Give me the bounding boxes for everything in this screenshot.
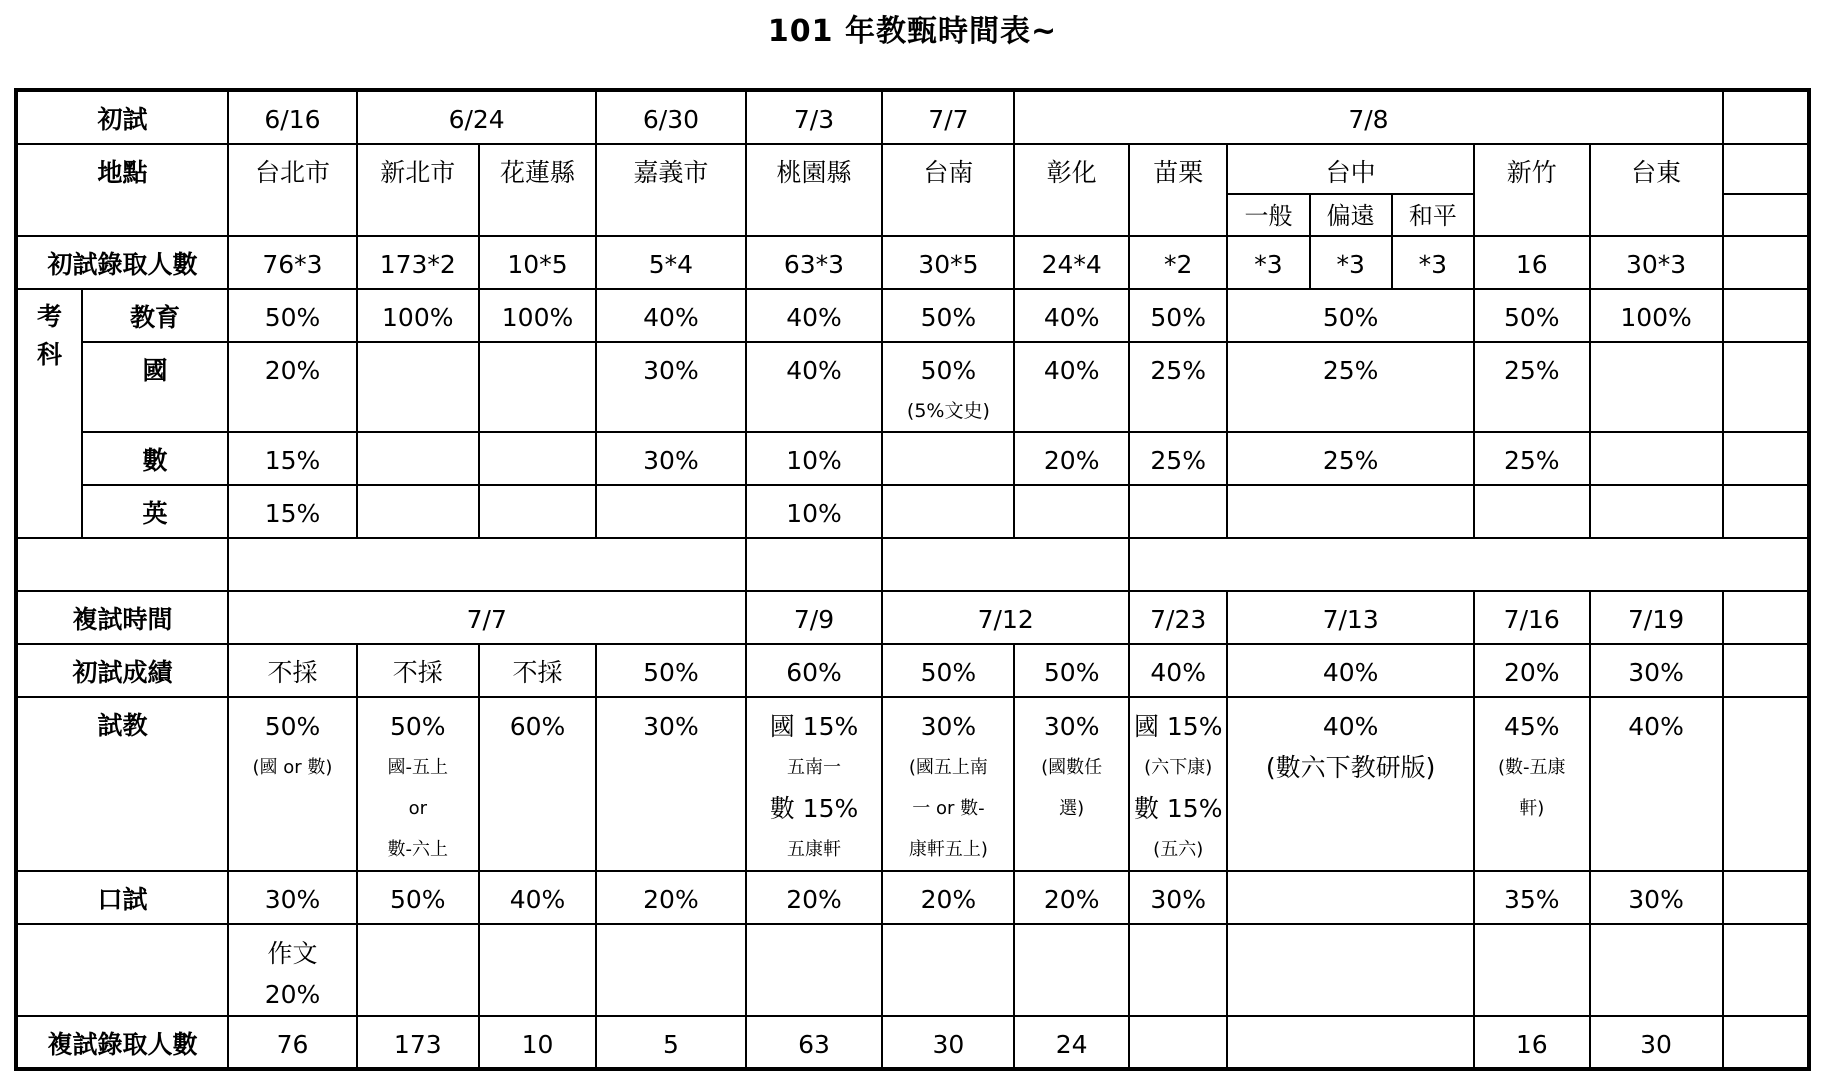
initial-date: 6/30: [596, 90, 745, 144]
row-essay: [16, 924, 1809, 1016]
subject-cell: [357, 342, 479, 432]
tainan-note: (5%文史): [906, 400, 990, 422]
admit-cell: 63*3: [746, 236, 883, 289]
blank-cell: [1723, 194, 1809, 236]
score-cell: 40%: [1227, 644, 1474, 697]
taichung-sub-heping: 和平: [1392, 194, 1474, 236]
subject-label-english: 英: [82, 485, 228, 538]
location-cell: 台中: [1227, 144, 1474, 194]
admit-cell: 24*4: [1014, 236, 1129, 289]
subject-cell: 25%: [1227, 432, 1474, 485]
subject-cell: [479, 485, 597, 538]
score-cell: 不採: [357, 644, 479, 697]
subjects-group-label: 考 科: [16, 289, 82, 538]
essay-cell-taipei: 作文 20%: [228, 924, 357, 1016]
retest-admit-cell: 16: [1474, 1016, 1590, 1069]
subject-label-math: 數: [82, 432, 228, 485]
location-cell: 台北市: [228, 144, 357, 236]
admit-label: 初試錄取人數: [16, 236, 228, 289]
oral-cell: 30%: [1129, 871, 1227, 924]
admit-cell: 10*5: [479, 236, 597, 289]
subject-cell: 25%: [1129, 342, 1227, 432]
admit-cell: *2: [1129, 236, 1227, 289]
initial-date: 6/24: [357, 90, 596, 144]
admit-cell: *3: [1227, 236, 1309, 289]
retest-admit-cell: [1227, 1016, 1474, 1069]
blank-cell: [1129, 538, 1809, 591]
row-subject-education: [16, 289, 1809, 342]
oral-cell: 20%: [1014, 871, 1129, 924]
blank-cell: [1014, 924, 1129, 1016]
admit-cell: 76*3: [228, 236, 357, 289]
score-cell: 50%: [596, 644, 745, 697]
blank-cell: [1723, 144, 1809, 194]
retest-date: 7/16: [1474, 591, 1590, 644]
oral-cell: 20%: [746, 871, 883, 924]
blank-cell: [1723, 697, 1809, 871]
teaching-cell-hualien: 60%: [479, 697, 597, 871]
teaching-cell-hsinchu: 45% (數-五康 軒): [1474, 697, 1590, 871]
blank-cell: [1723, 591, 1809, 644]
teaching-label: 試教: [16, 697, 228, 871]
admit-cell: 16: [1474, 236, 1590, 289]
row-subject-chinese: [16, 342, 1809, 432]
score-cell: 不採: [228, 644, 357, 697]
subject-cell: [1014, 485, 1129, 538]
subject-cell: [882, 432, 1014, 485]
retest-admit-cell: 63: [746, 1016, 883, 1069]
blank-cell: [1723, 236, 1809, 289]
oral-cell: 50%: [357, 871, 479, 924]
score-cell: 不採: [479, 644, 597, 697]
row-oral: [16, 871, 1809, 924]
subject-cell: 15%: [228, 485, 357, 538]
subject-cell: 40%: [1014, 342, 1129, 432]
retest-admit-cell: 30: [1590, 1016, 1723, 1069]
subject-cell: [1590, 432, 1723, 485]
retest-admit-cell: 5: [596, 1016, 745, 1069]
subject-cell: 25%: [1227, 342, 1474, 432]
initial-date: 6/16: [228, 90, 357, 144]
teaching-cell-taitung: 40%: [1590, 697, 1723, 871]
oral-cell: 35%: [1474, 871, 1590, 924]
subject-cell: [1129, 485, 1227, 538]
blank-cell: [1723, 1016, 1809, 1069]
subject-cell: 100%: [1590, 289, 1723, 342]
score-cell: 60%: [746, 644, 883, 697]
blank-cell: [357, 924, 479, 1016]
location-cell: 桃園縣: [746, 144, 883, 236]
retest-date: 7/23: [1129, 591, 1227, 644]
admit-cell: *3: [1310, 236, 1392, 289]
subject-cell: [479, 342, 597, 432]
subject-cell: 50%: [1227, 289, 1474, 342]
row-teaching: [16, 697, 1809, 871]
taichung-sub-general: 一般: [1227, 194, 1309, 236]
row-spacer: [16, 538, 1809, 591]
teaching-cell-tainan: 30% (國五上南 一 or 數- 康軒五上): [882, 697, 1014, 871]
subject-cell: 10%: [746, 432, 883, 485]
retest-admit-cell: 76: [228, 1016, 357, 1069]
retest-date: 7/13: [1227, 591, 1474, 644]
blank-cell: [746, 924, 883, 1016]
location-label: 地點: [16, 144, 228, 236]
subject-cell: [882, 485, 1014, 538]
subject-cell: [479, 432, 597, 485]
subject-cell: 40%: [746, 342, 883, 432]
retest-admit-cell: [1129, 1016, 1227, 1069]
subject-cell: 40%: [596, 289, 745, 342]
subject-cell: 20%: [228, 342, 357, 432]
row-location: [16, 144, 1809, 194]
oral-cell: 30%: [1590, 871, 1723, 924]
row-initial-dates: [16, 90, 1809, 144]
exam-schedule-table: [14, 88, 1811, 1071]
subject-cell: 10%: [746, 485, 883, 538]
retest-time-label: 複試時間: [16, 591, 228, 644]
blank-cell: [479, 924, 597, 1016]
blank-cell: [1723, 644, 1809, 697]
score-cell: 40%: [1129, 644, 1227, 697]
blank-cell: [1590, 924, 1723, 1016]
blank-cell: [596, 924, 745, 1016]
blank-cell: [1723, 871, 1809, 924]
location-cell: 花蓮縣: [479, 144, 597, 236]
subject-cell: [1590, 342, 1723, 432]
subject-cell: 30%: [596, 342, 745, 432]
oral-cell: 40%: [479, 871, 597, 924]
retest-date: 7/9: [746, 591, 883, 644]
teaching-cell-changhua: 30% (國數任 選): [1014, 697, 1129, 871]
retest-admit-cell: 10: [479, 1016, 597, 1069]
admit-cell: 30*5: [882, 236, 1014, 289]
subject-cell: 50%: [228, 289, 357, 342]
subject-cell-tainan: 50% (5%文史): [882, 342, 1014, 432]
teaching-cell-taichung: 40% (數六下教研版): [1227, 697, 1474, 871]
initial-test-label: 初試: [16, 90, 228, 144]
subject-cell: 25%: [1474, 342, 1590, 432]
retest-date: 7/19: [1590, 591, 1723, 644]
subject-cell: [357, 432, 479, 485]
subject-cell: 50%: [1474, 289, 1590, 342]
row-subject-math: [16, 432, 1809, 485]
row-retest-admit: [16, 1016, 1809, 1069]
teaching-cell-taoyuan: 國 15% 五南一 數 15% 五康軒: [746, 697, 883, 871]
initial-score-label: 初試成績: [16, 644, 228, 697]
admit-cell: 30*3: [1590, 236, 1723, 289]
oral-cell: 30%: [228, 871, 357, 924]
subject-cell: 40%: [746, 289, 883, 342]
subject-cell: 40%: [1014, 289, 1129, 342]
subject-cell: [357, 485, 479, 538]
retest-admit-cell: 30: [882, 1016, 1014, 1069]
location-cell: 苗栗: [1129, 144, 1227, 236]
admit-cell: 173*2: [357, 236, 479, 289]
subject-cell: 15%: [228, 432, 357, 485]
retest-admit-cell: 24: [1014, 1016, 1129, 1069]
blank-cell: [1723, 432, 1809, 485]
subject-cell: [596, 485, 745, 538]
subject-cell: 50%: [1129, 289, 1227, 342]
blank-cell: [746, 538, 883, 591]
retest-admit-cell: 173: [357, 1016, 479, 1069]
location-cell: 台東: [1590, 144, 1723, 236]
subject-cell: 100%: [479, 289, 597, 342]
subject-cell: 25%: [1474, 432, 1590, 485]
retest-date: 7/12: [882, 591, 1129, 644]
teaching-cell-taipei: 50% (國 or 數): [228, 697, 357, 871]
initial-date: 7/3: [746, 90, 883, 144]
row-admit: [16, 236, 1809, 289]
retest-admit-label: 複試錄取人數: [16, 1016, 228, 1069]
subject-cell: [1474, 485, 1590, 538]
blank-cell: [1723, 289, 1809, 342]
subject-cell: 20%: [1014, 432, 1129, 485]
oral-cell: 20%: [882, 871, 1014, 924]
blank-cell: [16, 538, 228, 591]
subject-cell: [1227, 485, 1474, 538]
blank-cell: [1723, 485, 1809, 538]
teaching-cell-miaoli: 國 15% (六下康) 數 15% (五六): [1129, 697, 1227, 871]
subject-cell: 50%: [882, 289, 1014, 342]
admit-cell: *3: [1392, 236, 1474, 289]
score-cell: 50%: [1014, 644, 1129, 697]
location-cell: 台南: [882, 144, 1014, 236]
blank-cell: [1723, 924, 1809, 1016]
page-title: 101 年教甄時間表~: [767, 14, 1058, 49]
initial-date: 7/8: [1014, 90, 1722, 144]
location-cell: 彰化: [1014, 144, 1129, 236]
location-cell: 新竹: [1474, 144, 1590, 236]
oral-cell: 20%: [596, 871, 745, 924]
blank-cell: [16, 924, 228, 1016]
row-initial-score: [16, 644, 1809, 697]
blank-cell: [1474, 924, 1590, 1016]
retest-date: 7/7: [228, 591, 745, 644]
row-subject-english: [16, 485, 1809, 538]
blank-cell: [882, 924, 1014, 1016]
admit-cell: 5*4: [596, 236, 745, 289]
blank-cell: [228, 538, 745, 591]
taichung-sub-remote: 偏遠: [1310, 194, 1392, 236]
teaching-cell-new-taipei: 50% 國-五上 or 數-六上: [357, 697, 479, 871]
oral-cell: [1227, 871, 1474, 924]
score-cell: 20%: [1474, 644, 1590, 697]
location-cell: 新北市: [357, 144, 479, 236]
subject-cell: 25%: [1129, 432, 1227, 485]
blank-cell: [1723, 90, 1809, 144]
oral-label: 口試: [16, 871, 228, 924]
subject-label-education: 教育: [82, 289, 228, 342]
subject-label-chinese: 國: [82, 342, 228, 432]
score-cell: 50%: [882, 644, 1014, 697]
row-retest-time: [16, 591, 1809, 644]
blank-cell: [882, 538, 1129, 591]
location-cell: 嘉義市: [596, 144, 745, 236]
blank-cell: [1227, 924, 1474, 1016]
blank-cell: [1723, 342, 1809, 432]
teaching-cell-chiayi: 30%: [596, 697, 745, 871]
blank-cell: [1129, 924, 1227, 1016]
subject-cell: 30%: [596, 432, 745, 485]
subject-cell: 100%: [357, 289, 479, 342]
subject-cell: [1590, 485, 1723, 538]
score-cell: 30%: [1590, 644, 1723, 697]
initial-date: 7/7: [882, 90, 1014, 144]
